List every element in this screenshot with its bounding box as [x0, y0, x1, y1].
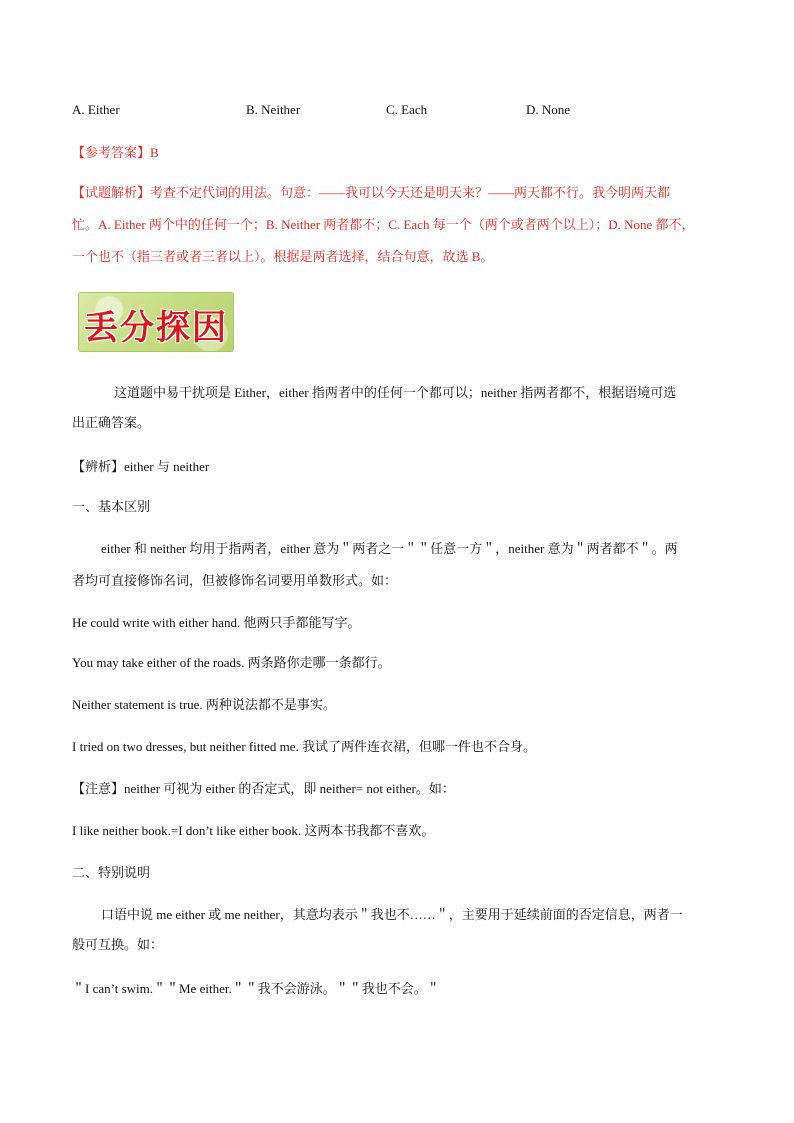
analysis-line-1: 【试题解析】考查不定代词的用法。句意：——我可以今天还是明天来？——两天都不行。我今明两天都 — [72, 185, 671, 200]
badge-title: 丢分探因 — [84, 308, 228, 348]
option-a: A. Either — [72, 102, 120, 117]
bianxi-heading: 【辨析】either 与 neither — [72, 459, 210, 474]
paragraph-3-line-1: 口语中说 me either 或 me neither，其意均表示＂我也不……＂，主要用于延续前面的否定信息，两者一 — [101, 907, 683, 922]
example-6: ＂I can’t swim.＂＂Me either.＂＂我不会游泳。＂＂我也不会。＂ — [72, 981, 440, 996]
paragraph-2-line-2: 者均可直接修饰名词，但被修饰名词要用单数形式。如： — [72, 573, 398, 588]
example-2: You may take either of the roads. 两条路你走哪一条都行。 — [72, 655, 391, 670]
option-d: D. None — [526, 102, 571, 117]
section-heading-2: 二、特别说明 — [72, 865, 151, 880]
example-3: Neither statement is true. 两种说法都不是事实。 — [72, 697, 336, 712]
example-1: He could write with either hand. 他两只手都能写字。 — [72, 615, 361, 630]
lost-points-badge — [78, 292, 234, 352]
analysis-line-3: 一个也不（指三者或者三者以上）。根据是两者选择，结合句意，故选 B。 — [72, 249, 494, 264]
analysis-line-2: 忙。A. Either 两个中的任何一个；B. Neither 两者都不；C. Each 每一个（两个或者两个以上）；D. None 都不， — [72, 217, 695, 232]
example-4: I tried on two dresses, but neither fitted me. 我试了两件连衣裙，但哪一件也不合身。 — [72, 739, 536, 754]
paragraph-1-line-1: 这道题中易干扰项是 Either，either 指两者中的任何一个都可以；neither 指两者都不，根据语境可选 — [114, 385, 677, 400]
paragraph-2-line-1: either 和 neither 均用于指两者，either 意为＂两者之一＂＂任意一方＂，neither 意为＂两者都不＂。两 — [101, 541, 678, 556]
example-5: I like neither book.=I don’t like either book. 这两本书我都不喜欢。 — [72, 823, 435, 838]
option-b: B. Neither — [246, 102, 301, 117]
reference-answer: 【参考答案】B — [72, 145, 159, 160]
paragraph-3-line-2: 般可互换。如： — [72, 937, 164, 952]
option-c: C. Each — [386, 102, 428, 117]
section-heading-1: 一、基本区别 — [72, 499, 151, 514]
paragraph-1-line-2: 出正确答案。 — [72, 415, 151, 430]
note: 【注意】neither 可视为 either 的否定式，即 neither= not either。如： — [72, 781, 455, 796]
